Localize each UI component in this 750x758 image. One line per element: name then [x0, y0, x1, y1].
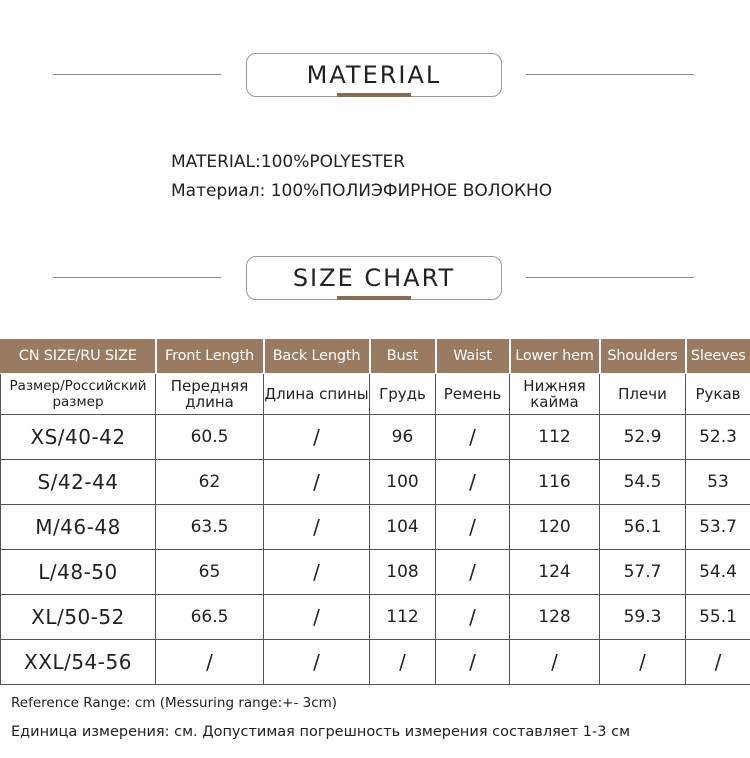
header-bust: Bust: [370, 339, 436, 374]
shoulders-cell: /: [600, 640, 686, 685]
divider-left: [53, 74, 221, 75]
header-ru-size: Размер/Российский размер: [1, 374, 156, 415]
header-size: CN SIZE/RU SIZE: [1, 339, 156, 374]
back-length-cell: /: [264, 595, 370, 640]
size-chart-table: [0, 338, 750, 685]
waist-cell: /: [436, 415, 510, 460]
shoulders-cell: 59.3: [600, 595, 686, 640]
lower-hem-cell: 124: [510, 550, 600, 595]
front-length-cell: 66.5: [156, 595, 264, 640]
header-ru-waist: Ремень: [436, 374, 510, 415]
back-length-cell: /: [264, 415, 370, 460]
material-title-underline: [337, 93, 411, 97]
front-length-cell: /: [156, 640, 264, 685]
size-chart-title-box: [246, 256, 502, 300]
waist-cell: /: [436, 595, 510, 640]
table-row: [1, 415, 750, 460]
size-cell: L/48-50: [1, 550, 156, 595]
header-ru-back-length: Длина спины: [264, 374, 370, 415]
shoulders-cell: 52.9: [600, 415, 686, 460]
header-lower-hem: Lower hem: [510, 339, 600, 374]
material-line-ru: Материал: 100%ПОЛИЭФИРНОЕ ВОЛОКНО: [171, 181, 553, 201]
header-back-length: Back Length: [264, 339, 370, 374]
size-chart-title: SIZE CHART: [292, 264, 456, 292]
reference-range-note: Reference Range: cm (Messuring range:+- 3cm): [11, 695, 338, 711]
sleeves-cell: 53.7: [686, 505, 750, 550]
back-length-cell: /: [264, 505, 370, 550]
material-title-box: [246, 53, 502, 97]
size-cell: XXL/54-56: [1, 640, 156, 685]
shoulders-cell: 56.1: [600, 505, 686, 550]
bust-cell: 100: [370, 460, 436, 505]
sleeves-cell: 54.4: [686, 550, 750, 595]
table-row: [1, 460, 750, 505]
bust-cell: 96: [370, 415, 436, 460]
front-length-cell: 63.5: [156, 505, 264, 550]
size-cell: XL/50-52: [1, 595, 156, 640]
shoulders-cell: 54.5: [600, 460, 686, 505]
waist-cell: /: [436, 505, 510, 550]
table-row: [1, 550, 750, 595]
material-line-en: MATERIAL:100%POLYESTER: [171, 152, 406, 172]
bust-cell: 112: [370, 595, 436, 640]
sleeves-cell: 52.3: [686, 415, 750, 460]
bust-cell: /: [370, 640, 436, 685]
header-ru-front-length: Передняя длина: [156, 374, 264, 415]
table-row: [1, 505, 750, 550]
sleeves-cell: 55.1: [686, 595, 750, 640]
measurement-note-ru: Единица измерения: см. Допустимая погрешность измерения составляет 1-3 см: [11, 724, 631, 740]
front-length-cell: 60.5: [156, 415, 264, 460]
header-shoulders: Shoulders: [600, 339, 686, 374]
header-ru-lower-hem: Нижняя кайма: [510, 374, 600, 415]
divider-right: [526, 74, 694, 75]
bust-cell: 104: [370, 505, 436, 550]
lower-hem-cell: 128: [510, 595, 600, 640]
header-sleeves: Sleeves: [686, 339, 750, 374]
table-row: [1, 640, 750, 685]
waist-cell: /: [436, 550, 510, 595]
lower-hem-cell: 116: [510, 460, 600, 505]
header-front-length: Front Length: [156, 339, 264, 374]
size-chart-title-underline: [337, 296, 411, 300]
header-ru-sleeves: Рукав: [686, 374, 750, 415]
divider-right: [526, 277, 694, 278]
lower-hem-cell: 120: [510, 505, 600, 550]
back-length-cell: /: [264, 640, 370, 685]
header-row: [1, 339, 750, 374]
header-row-ru: [1, 374, 750, 415]
bust-cell: 108: [370, 550, 436, 595]
header-ru-bust: Грудь: [370, 374, 436, 415]
size-cell: XS/40-42: [1, 415, 156, 460]
size-cell: M/46-48: [1, 505, 156, 550]
table-row: [1, 595, 750, 640]
back-length-cell: /: [264, 550, 370, 595]
front-length-cell: 65: [156, 550, 264, 595]
sleeves-cell: 53: [686, 460, 750, 505]
sleeves-cell: /: [686, 640, 750, 685]
header-ru-shoulders: Плечи: [600, 374, 686, 415]
size-cell: S/42-44: [1, 460, 156, 505]
waist-cell: /: [436, 640, 510, 685]
lower-hem-cell: /: [510, 640, 600, 685]
divider-left: [53, 277, 221, 278]
shoulders-cell: 57.7: [600, 550, 686, 595]
back-length-cell: /: [264, 460, 370, 505]
waist-cell: /: [436, 460, 510, 505]
header-waist: Waist: [436, 339, 510, 374]
lower-hem-cell: 112: [510, 415, 600, 460]
front-length-cell: 62: [156, 460, 264, 505]
material-title: MATERIAL: [306, 61, 442, 89]
